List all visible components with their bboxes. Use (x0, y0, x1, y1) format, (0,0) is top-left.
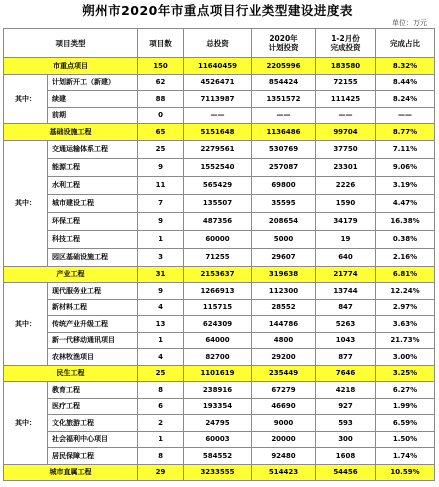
cell-count: 8 (138, 382, 184, 399)
cell-ratio: 1.50% (376, 431, 435, 448)
row-label: 新一代移动通讯项目 (48, 332, 138, 349)
cell-done: 640 (316, 248, 376, 266)
table-row (4, 332, 435, 349)
row-label: 城市建设工程 (48, 194, 138, 212)
row-label: 教育工程 (48, 382, 138, 399)
table-row (4, 382, 435, 399)
cell-count: 1 (138, 230, 184, 248)
cell-ratio: 9.06% (376, 158, 435, 176)
header-plan-2020 (252, 29, 316, 58)
qizhong-label: 其中： (4, 74, 48, 124)
cell-done: 593 (316, 415, 376, 432)
table-row (4, 212, 435, 230)
progress-table (3, 28, 435, 481)
cell-ratio: 8.44% (376, 74, 435, 91)
row-label: 新材料工程 (48, 299, 138, 316)
cell-plan: 35595 (252, 194, 316, 212)
cell-count: 2 (138, 415, 184, 432)
cell-total: 7113987 (184, 91, 252, 108)
header-plan-line2: 计划投资 (268, 43, 299, 52)
summary-row (4, 266, 435, 283)
cell-plan: 92480 (252, 448, 316, 465)
cell-ratio: 1.99% (376, 398, 435, 415)
cell-done: 111425 (316, 91, 376, 108)
row-label: 计划新开工（新建） (48, 74, 138, 91)
table-row (4, 283, 435, 300)
sheet-title: 朔州市2020年市重点项目行业类型建设进度表 (82, 3, 353, 18)
cell-count: 25 (138, 140, 184, 158)
cell-total: 71255 (184, 248, 252, 266)
cell-total: 64000 (184, 332, 252, 349)
cell-total: 82700 (184, 349, 252, 366)
cell-ratio: 8.77% (376, 124, 435, 141)
cell-plan: 530769 (252, 140, 316, 158)
cell-plan: 235449 (252, 365, 316, 382)
summary-row (4, 124, 435, 141)
cell-count: 11 (138, 176, 184, 194)
cell-count: 7 (138, 194, 184, 212)
row-label: 医疗工程 (48, 398, 138, 415)
row-label: 市重点项目 (4, 58, 138, 75)
cell-count: 9 (138, 212, 184, 230)
cell-total: 11640459 (184, 58, 252, 75)
table-row (4, 158, 435, 176)
header-ratio: 完成占比 (376, 29, 435, 58)
table-row (4, 431, 435, 448)
cell-plan: 208654 (252, 212, 316, 230)
cell-done: 19 (316, 230, 376, 248)
cell-count: 3 (138, 248, 184, 266)
cell-done: 99704 (316, 124, 376, 141)
cell-plan: 854424 (252, 74, 316, 91)
cell-total: 565429 (184, 176, 252, 194)
cell-count: 62 (138, 74, 184, 91)
cell-count: 8 (138, 448, 184, 465)
cell-count: 31 (138, 266, 184, 283)
table-row (4, 448, 435, 465)
cell-ratio: 2.16% (376, 248, 435, 266)
unit-note: 单位：万元 (392, 19, 427, 27)
cell-ratio: 3.63% (376, 316, 435, 333)
row-label: 民生工程 (4, 365, 138, 382)
cell-done: 13744 (316, 283, 376, 300)
table-row (4, 176, 435, 194)
header-done-line1: 1-2月份 (331, 34, 360, 43)
row-label: 科技工程 (48, 230, 138, 248)
row-label: 现代服务业工程 (48, 283, 138, 300)
cell-total: 60003 (184, 431, 252, 448)
cell-done: 21774 (316, 266, 376, 283)
cell-plan: 319638 (252, 266, 316, 283)
row-label: 传统产业升级工程 (48, 316, 138, 333)
cell-plan: 9000 (252, 415, 316, 432)
cell-ratio: 6.59% (376, 415, 435, 432)
row-label: 产业工程 (4, 266, 138, 283)
cell-total: 135507 (184, 194, 252, 212)
table-row (4, 194, 435, 212)
cell-ratio: 0.38% (376, 230, 435, 248)
cell-done: 23301 (316, 158, 376, 176)
header-done-line2: 完成投资 (330, 43, 361, 52)
cell-total: 5151648 (184, 124, 252, 141)
cell-total: 4526471 (184, 74, 252, 91)
summary-row (4, 464, 435, 481)
header-row (4, 29, 435, 58)
cell-done: 54456 (316, 464, 376, 481)
cell-done: 847 (316, 299, 376, 316)
cell-plan: 29607 (252, 248, 316, 266)
table-row (4, 91, 435, 108)
cell-count: 1 (138, 431, 184, 448)
cell-total: 487356 (184, 212, 252, 230)
table-row (4, 248, 435, 266)
cell-count: 9 (138, 283, 184, 300)
cell-plan: 112300 (252, 283, 316, 300)
cell-ratio: 3.00% (376, 349, 435, 366)
cell-plan: —— (252, 107, 316, 124)
qizhong-label: 其中： (4, 140, 48, 266)
cell-done: 4218 (316, 382, 376, 399)
cell-done: 877 (316, 349, 376, 366)
cell-ratio: 16.38% (376, 212, 435, 230)
cell-plan: 144786 (252, 316, 316, 333)
cell-ratio: 12.24% (376, 283, 435, 300)
cell-done: 1608 (316, 448, 376, 465)
cell-count: 150 (138, 58, 184, 75)
cell-count: 13 (138, 316, 184, 333)
row-label: 社会福利中心项目 (48, 431, 138, 448)
table-row (4, 230, 435, 248)
row-label: 交通运输体系工程 (48, 140, 138, 158)
cell-done: 927 (316, 398, 376, 415)
row-label: 农林牧渔项目 (48, 349, 138, 366)
table-row (4, 107, 435, 124)
row-label: 水利工程 (48, 176, 138, 194)
cell-count: 1 (138, 332, 184, 349)
cell-done: 1590 (316, 194, 376, 212)
cell-ratio: 8.24% (376, 91, 435, 108)
header-done (316, 29, 376, 58)
cell-ratio: 6.27% (376, 382, 435, 399)
cell-plan: 29200 (252, 349, 316, 366)
cell-plan: 257087 (252, 158, 316, 176)
header-category: 项目类型 (4, 29, 138, 58)
table-row (4, 415, 435, 432)
cell-ratio: 7.11% (376, 140, 435, 158)
cell-done: 2226 (316, 176, 376, 194)
header-total: 总投资 (184, 29, 252, 58)
cell-total: 584552 (184, 448, 252, 465)
cell-done: 5263 (316, 316, 376, 333)
row-label: 居民保障工程 (48, 448, 138, 465)
table-row (4, 299, 435, 316)
cell-total: 115715 (184, 299, 252, 316)
cell-plan: 1136486 (252, 124, 316, 141)
row-label: 园区基础设施工程 (48, 248, 138, 266)
table-row (4, 74, 435, 91)
cell-count: 9 (138, 158, 184, 176)
row-label: 续建 (48, 91, 138, 108)
cell-total: 24795 (184, 415, 252, 432)
header-plan-line1: 2020年 (269, 34, 298, 43)
cell-plan: 2205996 (252, 58, 316, 75)
cell-count: 6 (138, 398, 184, 415)
cell-ratio: —— (376, 107, 435, 124)
cell-done: —— (316, 107, 376, 124)
cell-ratio: 3.19% (376, 176, 435, 194)
cell-ratio: 10.59% (376, 464, 435, 481)
summary-row (4, 365, 435, 382)
cell-total: 238916 (184, 382, 252, 399)
cell-plan: 67279 (252, 382, 316, 399)
qizhong-label: 其中： (4, 283, 48, 366)
cell-total: 3233555 (184, 464, 252, 481)
cell-count: 25 (138, 365, 184, 382)
row-label: 文化旅游工程 (48, 415, 138, 432)
cell-ratio: 2.97% (376, 299, 435, 316)
cell-plan: 4800 (252, 332, 316, 349)
cell-total: 2153637 (184, 266, 252, 283)
cell-total: 193354 (184, 398, 252, 415)
row-label: 基础设施工程 (4, 124, 138, 141)
cell-done: 1043 (316, 332, 376, 349)
cell-count: 88 (138, 91, 184, 108)
cell-total: 60000 (184, 230, 252, 248)
cell-done: 183580 (316, 58, 376, 75)
cell-count: 4 (138, 349, 184, 366)
row-label: 环保工程 (48, 212, 138, 230)
cell-done: 37750 (316, 140, 376, 158)
cell-total: 1552540 (184, 158, 252, 176)
cell-ratio: 8.32% (376, 58, 435, 75)
cell-done: 72155 (316, 74, 376, 91)
cell-plan: 46690 (252, 398, 316, 415)
cell-plan: 69800 (252, 176, 316, 194)
cell-ratio: 4.47% (376, 194, 435, 212)
summary-row (4, 58, 435, 75)
table-row (4, 140, 435, 158)
cell-total: 1266913 (184, 283, 252, 300)
cell-count: 29 (138, 464, 184, 481)
row-label: 前期 (48, 107, 138, 124)
cell-count: 65 (138, 124, 184, 141)
cell-ratio: 21.73% (376, 332, 435, 349)
cell-plan: 28552 (252, 299, 316, 316)
cell-done: 300 (316, 431, 376, 448)
header-count: 项目数 (138, 29, 184, 58)
table-row (4, 316, 435, 333)
qizhong-label: 其中： (4, 382, 48, 465)
cell-total: 2279561 (184, 140, 252, 158)
cell-done: 7646 (316, 365, 376, 382)
cell-ratio: 1.74% (376, 448, 435, 465)
cell-total: 624309 (184, 316, 252, 333)
cell-count: 0 (138, 107, 184, 124)
row-label: 能源工程 (48, 158, 138, 176)
row-label: 城市直属工程 (4, 464, 138, 481)
cell-done: 34179 (316, 212, 376, 230)
cell-total: —— (184, 107, 252, 124)
cell-total: 1101619 (184, 365, 252, 382)
cell-plan: 514423 (252, 464, 316, 481)
cell-count: 4 (138, 299, 184, 316)
table-row (4, 349, 435, 366)
cell-plan: 5000 (252, 230, 316, 248)
cell-ratio: 3.25% (376, 365, 435, 382)
cell-ratio: 6.81% (376, 266, 435, 283)
cell-plan: 20000 (252, 431, 316, 448)
table-row (4, 398, 435, 415)
cell-plan: 1351572 (252, 91, 316, 108)
